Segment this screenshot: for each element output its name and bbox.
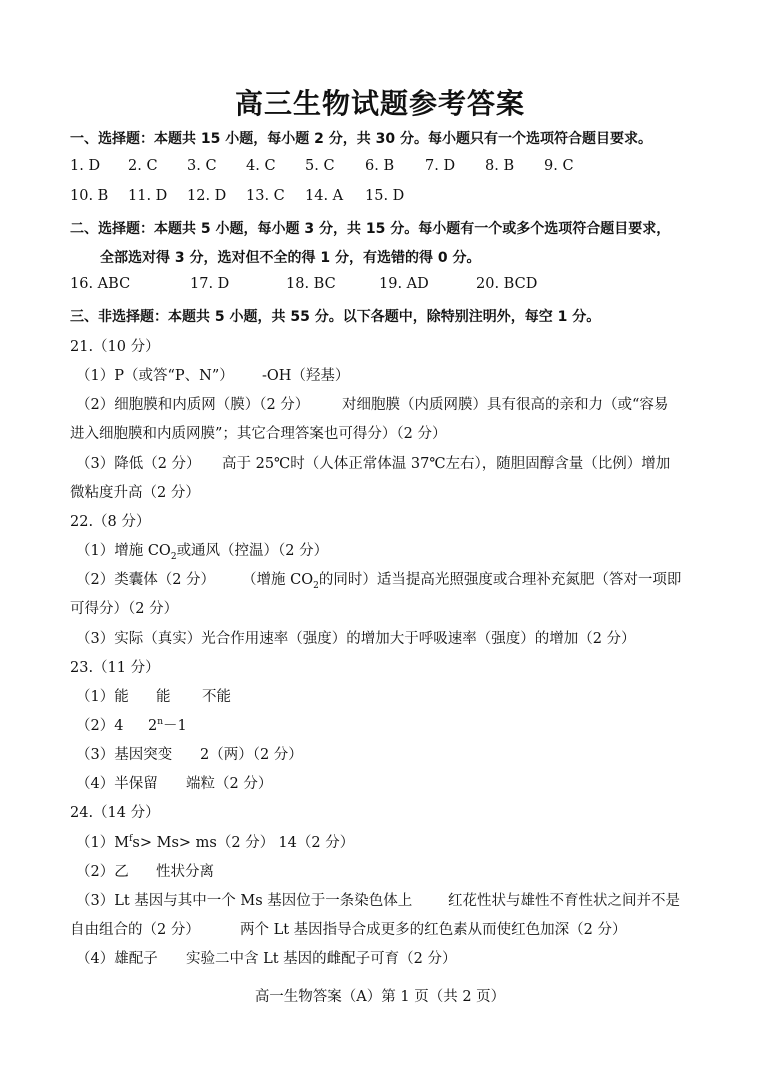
q21-a2-extra: 对细胞膜（内质网膜）具有很高的亲和力（或“容易	[342, 397, 669, 413]
q24-a1-superscript: f	[129, 834, 133, 845]
q21-answer2	[76, 393, 668, 414]
answer-2: 2. C	[128, 158, 158, 174]
q24-a3-cont-extra: 两个 Lt 基因指导合成更多的红色素从而使红色加深（2 分）	[240, 922, 627, 938]
section1-row1	[70, 158, 574, 174]
q21-answer1	[76, 364, 349, 385]
q22-a2-extra: （增施 CO	[242, 572, 314, 588]
q23-a3-text: （3）基因突变	[76, 747, 173, 763]
q23-a1-part3: 不能	[202, 689, 231, 705]
q21-a3-extra: 高于 25℃时（人体正常体温 37℃左右），随胆固醇含量（比例）增加	[222, 456, 671, 472]
q22-answer3: （3）实际（真实）光合作用速率（强度）的增加大于呼吸速率（强度）的增加（2 分）	[76, 631, 636, 647]
answer-7: 7. D	[425, 158, 456, 174]
answer-16: 16. ABC	[70, 276, 131, 292]
answer-15: 15. D	[365, 188, 405, 204]
q21-head: 21.（10 分）	[70, 339, 160, 355]
q22-a1-rest: 或通风（控温）（2 分）	[176, 543, 329, 559]
q23-a4-text: （4）半保留	[76, 776, 158, 792]
q23-a1-part1: （1）能	[76, 689, 129, 705]
q24-answer2	[76, 860, 214, 881]
answer-10: 10. B	[70, 188, 109, 204]
answer-19: 19. AD	[379, 276, 429, 292]
q24-answer4	[76, 947, 457, 968]
q22-a2-subscript: 2	[313, 580, 319, 591]
q21-a3-text: （3）降低（2 分）	[76, 456, 201, 472]
q22-answer2	[76, 568, 681, 591]
page-footer: 高一生物答案（A）第 1 页（共 2 页）	[254, 989, 506, 1005]
q24-a1-extra: 14（2 分）	[278, 835, 355, 851]
q22-head: 22.（8 分）	[70, 514, 151, 530]
q24-a1-rest: s> Ms> ms（2 分）	[132, 835, 275, 851]
section1-row2	[70, 188, 404, 204]
q22-answer1	[76, 539, 328, 562]
q24-a2-text: （2）乙	[76, 864, 129, 880]
answer-1: 1. D	[70, 158, 101, 174]
q24-answer1	[76, 831, 354, 852]
q22-a1-subscript: 2	[170, 551, 177, 562]
q22-a2-rest: 的同时）适当提高光照强度或合理补充氮肥（答对一项即	[318, 572, 682, 588]
q24-a1-text: （1）M	[76, 835, 130, 851]
section1-header: 一、选择题：本题共 15 小题，每小题 2 分，共 30 分。每小题只有一个选项符合题目要求。	[70, 131, 652, 147]
q22-a1-text: （1）增施 CO	[76, 543, 171, 559]
answer-20: 20. BCD	[476, 276, 538, 292]
section3-header: 三、非选择题：本题共 5 小题，共 55 分。以下各题中，除特别注明外，每空 1 分。	[70, 309, 601, 325]
answer-14: 14. A	[305, 188, 344, 204]
q23-a3-extra: 2（两）（2 分）	[200, 747, 303, 763]
section2-row	[70, 276, 537, 292]
answer-4: 4. C	[246, 158, 276, 174]
q23-a1-part2: 能	[156, 689, 171, 705]
q23-head: 23.（11 分）	[70, 660, 160, 676]
q24-a4-text: （4）雄配子	[76, 951, 158, 967]
answer-3: 3. C	[187, 158, 217, 174]
answer-17: 17. D	[190, 276, 230, 292]
q23-a4-extra: 端粒（2 分）	[186, 776, 273, 792]
q23-a2-exponent: n	[157, 717, 164, 728]
answer-11: 11. D	[128, 188, 168, 204]
answer-13: 13. C	[246, 188, 285, 204]
q21-answer3	[76, 452, 670, 473]
answer-9: 9. C	[544, 158, 574, 174]
answer-8: 8. B	[485, 158, 515, 174]
q21-a2-text: （2）细胞膜和内质网（膜）（2 分）	[76, 397, 310, 413]
page-title: 高三生物试题参考答案	[234, 87, 525, 120]
q23-answer3	[76, 743, 303, 764]
q24-answer3	[76, 889, 680, 910]
q23-a2-base: 2	[148, 718, 158, 734]
q23-answer2	[76, 714, 187, 735]
section2-header: 二、选择题：本题共 5 小题，每小题 3 分，共 15 分。每小题有一个或多个选项符合题目要求，	[70, 221, 671, 237]
section2-header-cont: 全部选对得 3 分，选对但不全的得 1 分，有选错的得 0 分。	[100, 250, 481, 266]
q23-a2-rest: －1	[163, 718, 187, 734]
q24-head: 24.（14 分）	[70, 805, 160, 821]
q21-answer2-cont: 进入细胞膜和内质网膜”；其它合理答案也可得分）（2 分）	[70, 426, 447, 442]
answer-6: 6. B	[365, 158, 395, 174]
q21-a1-text: （1）P（或答“P、N”）	[76, 368, 234, 384]
answer-5: 5. C	[305, 158, 335, 174]
answer-12: 12. D	[187, 188, 227, 204]
q23-answer4	[76, 772, 272, 793]
q24-a3-text: （3）Lt 基因与其中一个 Ms 基因位于一条染色体上	[76, 893, 413, 909]
q21-a1-extra: -OH（羟基）	[262, 368, 350, 384]
q24-a3-cont-text: 自由组合的（2 分）	[70, 922, 200, 938]
q24-a4-extra: 实验二中含 Lt 基因的雌配子可育（2 分）	[186, 951, 457, 967]
q23-a2-text: （2）4	[76, 718, 124, 734]
q22-answer2-cont: 可得分）（2 分）	[70, 601, 179, 617]
answer-18: 18. BC	[286, 276, 336, 292]
q24-a3-extra: 红花性状与雄性不育性状之间并不是	[448, 893, 680, 909]
q21-answer3-cont: 微粘度升高（2 分）	[70, 485, 200, 501]
q24-answer3-cont	[70, 918, 627, 939]
q22-a2-text: （2）类囊体（2 分）	[76, 572, 216, 588]
q24-a2-extra: 性状分离	[156, 864, 214, 880]
q23-answer1	[76, 685, 231, 706]
